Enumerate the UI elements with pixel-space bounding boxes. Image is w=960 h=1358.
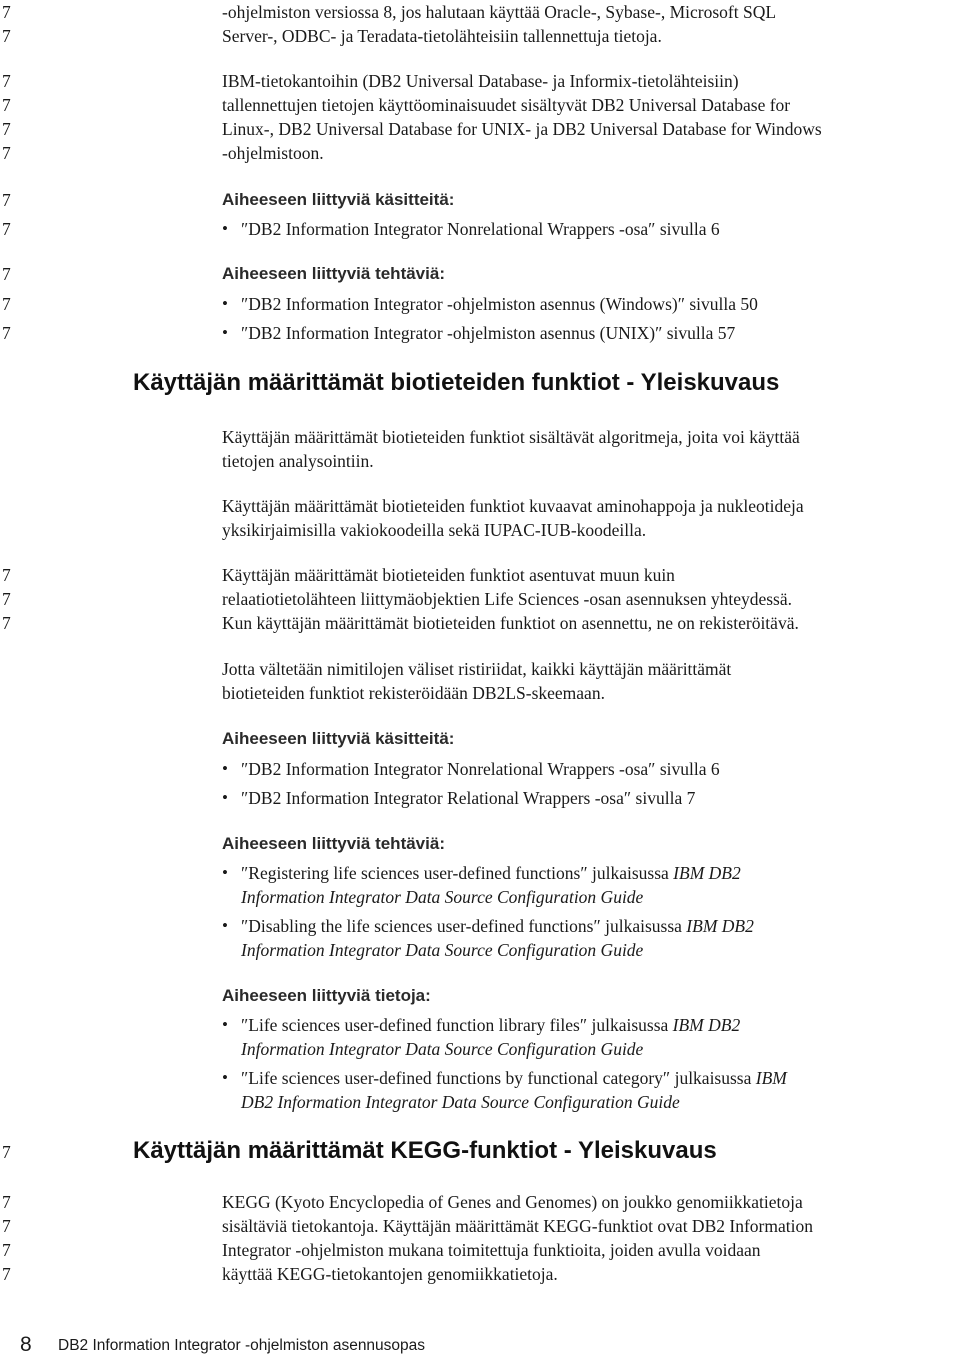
change-marker: 7 [2, 1216, 11, 1236]
section-heading-kegg-udf: Käyttäjän määrittämät KEGG-funktiot - Yleiskuvaus [133, 1137, 717, 1164]
change-marker: 7 [2, 71, 11, 91]
book-title: IBM [755, 1068, 787, 1088]
related-tasks-heading: Aiheeseen liittyviä tehtäviä: [222, 264, 445, 283]
page-number: 8 [20, 1333, 32, 1356]
book-title: DB2 Information Integrator Data Source Configuration Guide [241, 1092, 680, 1112]
related-tasks-heading: Aiheeseen liittyviä tehtäviä: [222, 834, 445, 853]
text-line: Server-, ODBC- ja Teradata-tietolähteisiin tallennettuja tietoja. [222, 26, 662, 46]
text-line: Linux-, DB2 Universal Database for UNIX- ja DB2 Universal Database for Windows [222, 119, 822, 139]
text-line: sisältäviä tietokantoja. Käyttäjän määrittämät KEGG-funktiot ovat DB2 Information [222, 1216, 813, 1236]
link-text: ″Life sciences user-defined function library files″ julkaisussa [241, 1015, 673, 1035]
bullet-icon: • [222, 219, 228, 238]
change-marker: 7 [2, 1240, 11, 1260]
change-marker: 7 [2, 589, 11, 609]
bullet-icon: • [222, 294, 228, 313]
related-concept-link[interactable]: ″DB2 Information Integrator Nonrelational Wrappers -osa″ sivulla 6 [241, 219, 720, 239]
text-line: -ohjelmiston versiossa 8, jos halutaan käyttää Oracle-, Sybase-, Microsoft SQL [222, 2, 777, 22]
link-text: ″Life sciences user-defined functions by functional category″ julkaisussa [241, 1068, 756, 1088]
change-marker: 7 [2, 190, 11, 210]
change-marker: 7 [2, 1192, 11, 1212]
text-line: tietojen analysointiin. [222, 451, 374, 471]
change-marker: 7 [2, 1264, 11, 1284]
change-marker: 7 [2, 264, 11, 284]
text-line: -ohjelmistoon. [222, 143, 324, 163]
related-concept-link[interactable]: ″DB2 Information Integrator Nonrelational Wrappers -osa″ sivulla 6 [241, 759, 720, 779]
related-concepts-heading: Aiheeseen liittyviä käsitteitä: [222, 190, 455, 209]
change-marker: 7 [2, 219, 11, 239]
book-title: IBM DB2 [672, 1015, 741, 1035]
change-marker: 7 [2, 26, 11, 46]
bullet-icon: • [222, 323, 228, 342]
related-task-link[interactable]: ″DB2 Information Integrator -ohjelmiston asennus (UNIX)″ sivulla 57 [241, 323, 736, 343]
book-title: IBM DB2 [686, 916, 754, 936]
related-concept-link[interactable]: ″DB2 Information Integrator Relational Wrappers -osa″ sivulla 7 [241, 788, 696, 808]
related-task-link[interactable] [241, 861, 741, 885]
book-title: Information Integrator Data Source Configuration Guide [241, 940, 644, 960]
text-line: KEGG (Kyoto Encyclopedia of Genes and Genomes) on joukko genomiikkatietoja [222, 1192, 803, 1212]
text-line: Integrator -ohjelmiston mukana toimitettuja funktioita, joiden avulla voidaan [222, 1240, 761, 1260]
change-marker: 7 [2, 119, 11, 139]
text-line: tallennettujen tietojen käyttöominaisuudet sisältyvät DB2 Universal Database for [222, 95, 791, 115]
text-line: IBM-tietokantoihin (DB2 Universal Database- ja Informix-tietolähteisiin) [222, 71, 739, 91]
related-reference-link[interactable] [241, 1066, 787, 1090]
change-marker: 7 [2, 2, 11, 22]
bullet-icon: • [222, 1015, 228, 1034]
change-marker: 7 [2, 1142, 11, 1162]
text-line: yksikirjaimisilla vakiokoodeilla sekä IUPAC-IUB-koodeilla. [222, 520, 647, 540]
bullet-icon: • [222, 863, 228, 882]
related-reference-link[interactable] [241, 1013, 740, 1037]
related-task-link[interactable] [241, 914, 754, 938]
change-marker: 7 [2, 143, 11, 163]
section-heading-biosciences-udf: Käyttäjän määrittämät biotieteiden funktiot - Yleiskuvaus [133, 369, 780, 396]
book-title: Information Integrator Data Source Configuration Guide [241, 1039, 644, 1059]
link-text: ″Disabling the life sciences user-defined functions″ julkaisussa [241, 916, 687, 936]
book-title-footer: DB2 Information Integrator -ohjelmiston asennusopas [58, 1337, 426, 1354]
related-reference-heading: Aiheeseen liittyviä tietoja: [222, 986, 431, 1005]
change-marker: 7 [2, 565, 11, 585]
bullet-icon: • [222, 788, 228, 807]
text-line: Käyttäjän määrittämät biotieteiden funktiot asentuvat muun kuin [222, 565, 675, 585]
text-line: käyttää KEGG-tietokantojen genomiikkatietoja. [222, 1264, 558, 1284]
change-marker: 7 [2, 323, 11, 343]
related-concepts-heading: Aiheeseen liittyviä käsitteitä: [222, 729, 455, 748]
bullet-icon: • [222, 759, 228, 778]
text-line: relaatiotietolähteen liittymäobjektien Life Sciences -osan asennuksen yhteydessä. [222, 589, 793, 609]
book-title: IBM DB2 [673, 863, 741, 883]
link-text: ″Registering life sciences user-defined functions″ julkaisussa [241, 863, 674, 883]
bullet-icon: • [222, 916, 228, 935]
related-task-link[interactable]: ″DB2 Information Integrator -ohjelmiston asennus (Windows)″ sivulla 50 [241, 294, 758, 314]
text-line: biotieteiden funktiot rekisteröidään DB2LS-skeemaan. [222, 683, 605, 703]
book-title: Information Integrator Data Source Configuration Guide [241, 887, 644, 907]
text-line: Kun käyttäjän määrittämät biotieteiden funktiot on asennettu, ne on rekisteröitävä. [222, 613, 799, 633]
change-marker: 7 [2, 95, 11, 115]
bullet-icon: • [222, 1068, 228, 1087]
text-line: Käyttäjän määrittämät biotieteiden funktiot kuvaavat aminohappoja ja nukleotideja [222, 496, 804, 516]
change-marker: 7 [2, 294, 11, 314]
text-line: Jotta vältetään nimitilojen väliset ristiriidat, kaikki käyttäjän määrittämät [222, 659, 732, 679]
change-marker: 7 [2, 613, 11, 633]
text-line: Käyttäjän määrittämät biotieteiden funktiot sisältävät algoritmeja, joita voi käyttää [222, 427, 800, 447]
